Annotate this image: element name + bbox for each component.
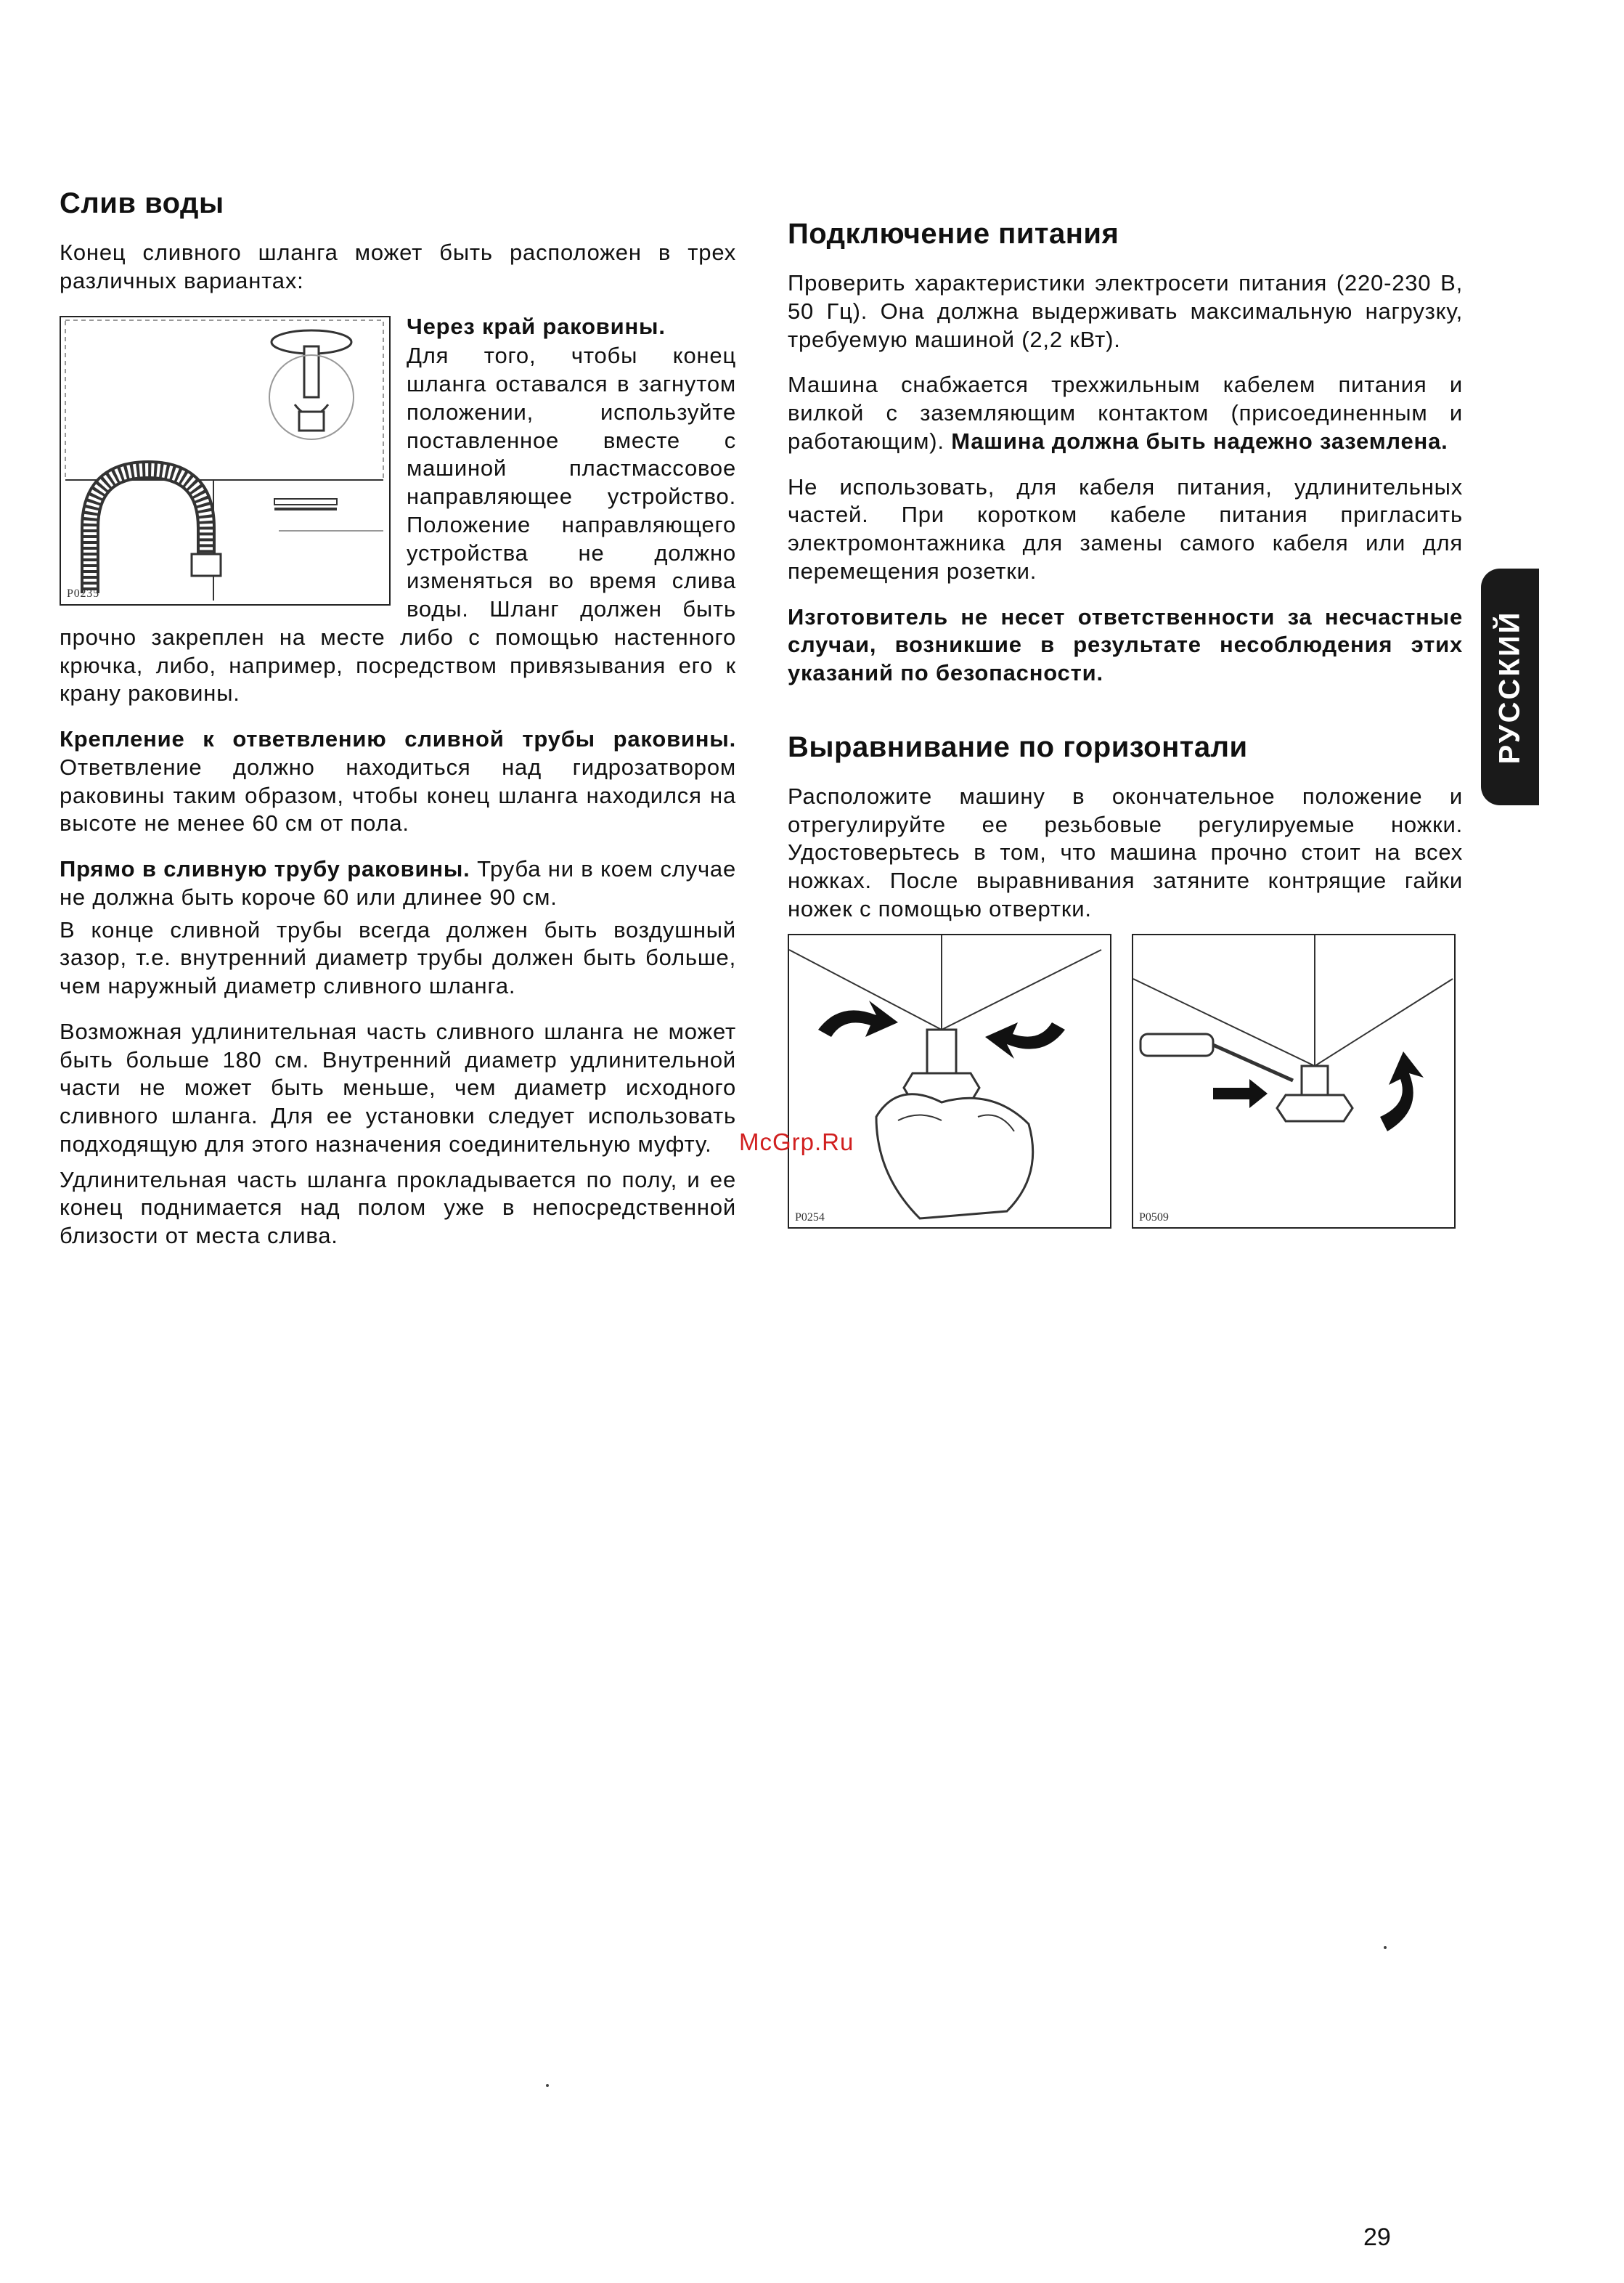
leveling-paragraph: Расположите машину в окончательное положение и отрегулируйте ее резьбовые регулируемые ножки. Удостоверьтесь в том, что машина прочно стоит на всех ножках. После выравнивания затяните контрящие гайки ножек с помощью отвертки.: [788, 783, 1463, 921]
language-tab: [1481, 569, 1539, 805]
option-sink-edge-text: Для того, чтобы конец шланга оставался в загнутом положении, используйте поставленное вместе с машиной пластмассовое направляющее устройство. Положение направляющего устройства не должно изменяться во время слива воды. Шланг должен быть прочно закреплен на месте либо с помощью настенного крючка, либо, например, посредством привязывания его к крану раковины.: [60, 343, 736, 707]
screwdriver-illustration: [1133, 935, 1454, 1227]
watermark: McGrp.Ru: [739, 1128, 854, 1155]
leveling-figures: [788, 934, 1463, 1229]
figure-code: P0235: [67, 587, 99, 600]
extension-text: Возможная удлинительная часть сливного шланга не может быть больше 180 см. Внутренний диаметр удлинительной части не может быть меньше, чем диаметр исходного сливного шланга. Для ее установки следует использовать подходящую для этого назначения соединительную муфту.: [60, 1018, 736, 1157]
sink-hose-figure: [60, 316, 391, 606]
scan-speck: [546, 2084, 549, 2087]
page-number: 29: [1363, 2223, 1391, 2251]
left-column: [60, 187, 736, 1268]
figure-code: P0509: [1139, 1210, 1169, 1224]
air-gap-text: В конце сливной трубы всегда должен быть воздушный зазор, т.е. внутренний диаметр трубы должен быть больше, чем наружный диаметр сливного шланга.: [60, 916, 736, 998]
power-paragraph-2: [788, 371, 1463, 455]
language-tab-label: РУССКИЙ: [1493, 610, 1526, 764]
power-title: Подключение питания: [788, 218, 1119, 250]
option-branch-heading: Крепление к ответвлению сливной трубы раковины.: [60, 726, 736, 752]
extension-text-2: Удлинительная часть шланга прокладывается по полу, и ее конец поднимается над полом уже в непосредственной близости от места слива.: [60, 1166, 736, 1248]
option-direct-text: Труба ни в коем случае не должна быть короче 60 или длинее 90 см.: [60, 856, 736, 910]
drain-title: Слив воды: [60, 187, 224, 219]
right-column: [788, 218, 1463, 1229]
power-paragraph-3: Не использовать, для кабеля питания, удлинительных частей. При коротком кабеле питания пригласить электромонтажника для замены самого кабеля или для перемещения розетки.: [788, 473, 1463, 584]
leveling-figure-hand: [788, 934, 1111, 1229]
figure-code: P0254: [795, 1210, 825, 1224]
grounding-warning: Машина должна быть надежно заземлена.: [951, 428, 1448, 454]
option-direct-heading: Прямо в сливную трубу раковины.: [60, 856, 470, 882]
power-paragraph-1: Проверить характеристики электросети питания (220-230 В, 50 Гц). Она должна выдерживать максимальную нагрузку, требуемую машиной (2,2 кВт).: [788, 270, 1463, 352]
leveling-title: Выравнивание по горизонтали: [788, 731, 1248, 763]
leveling-figure-screwdriver: [1132, 934, 1456, 1229]
scan-speck: [1384, 1946, 1387, 1949]
option-sink-edge: [60, 313, 736, 709]
option-direct: [60, 855, 736, 912]
option-sink-edge-heading: Через край раковины.: [407, 313, 666, 339]
power-paragraph-2-text: Машина снабжается трехжильным кабелем питания и вилкой с заземляющим контактом (присоединенным и работающим).: [788, 372, 1463, 454]
sink-hose-illustration: [61, 317, 389, 604]
option-branch-text: Ответвление должно находиться над гидрозатвором раковины таким образом, чтобы конец шланга находился на высоте не менее 60 см от пола.: [60, 754, 736, 837]
drain-intro: Конец сливного шланга может быть расположен в трех различных вариантах:: [60, 240, 736, 293]
option-branch: [60, 725, 736, 838]
safety-disclaimer: Изготовитель не несет ответственности за несчастные случаи, возникшие в результате несоблюдения этих указаний по безопасности.: [788, 603, 1463, 685]
hand-adjust-illustration: [789, 935, 1110, 1227]
